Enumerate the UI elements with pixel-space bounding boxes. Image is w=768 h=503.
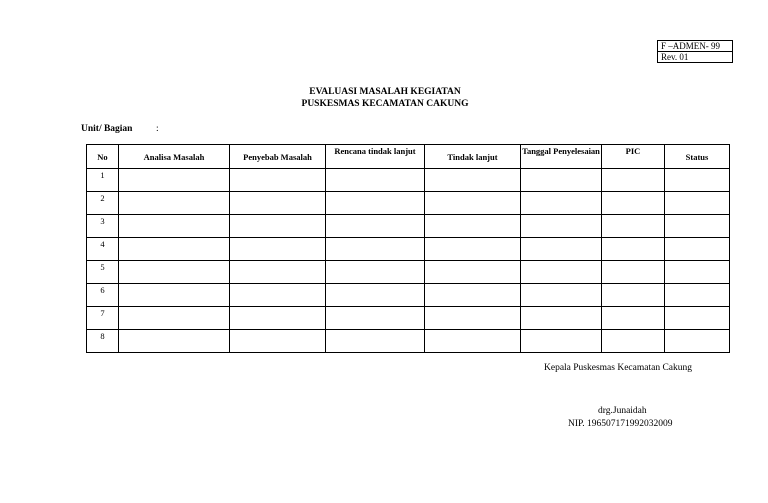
cell-tindak[interactable] (425, 261, 521, 284)
cell-tindak[interactable] (425, 307, 521, 330)
cell-status[interactable] (665, 330, 730, 353)
form-code-box (657, 40, 733, 63)
title-line-2: PUSKESMAS KECAMATAN CAKUNG (301, 99, 469, 109)
cell-rencana[interactable] (326, 330, 425, 353)
cell-tanggal[interactable] (521, 261, 602, 284)
cell-tanggal[interactable] (521, 215, 602, 238)
cell-tanggal[interactable] (521, 238, 602, 261)
header-rencana-tindak-lanjut: Rencana tindak lanjut (326, 145, 425, 169)
cell-status[interactable] (665, 215, 730, 238)
cell-status[interactable] (665, 238, 730, 261)
header-no: No (87, 145, 119, 169)
header-penyebab-masalah: Penyebab Masalah (230, 145, 326, 169)
cell-analisa[interactable] (119, 192, 230, 215)
row-number: 6 (87, 284, 119, 307)
form-code: F –ADMEN- 99 (661, 41, 721, 51)
cell-analisa[interactable] (119, 307, 230, 330)
document-title (240, 86, 530, 110)
cell-tanggal[interactable] (521, 284, 602, 307)
row-number: 5 (87, 261, 119, 284)
cell-status[interactable] (665, 192, 730, 215)
table-header-row (87, 145, 730, 169)
signature-title: Kepala Puskesmas Kecamatan Cakung (544, 363, 692, 373)
cell-penyebab[interactable] (230, 169, 326, 192)
table-row (87, 215, 730, 238)
cell-analisa[interactable] (119, 330, 230, 353)
cell-penyebab[interactable] (230, 215, 326, 238)
cell-penyebab[interactable] (230, 192, 326, 215)
cell-pic[interactable] (602, 192, 665, 215)
cell-pic[interactable] (602, 307, 665, 330)
header-tanggal-penyelesaian: Tanggal Penyelesaian (521, 145, 602, 169)
table-row (87, 192, 730, 215)
cell-pic[interactable] (602, 284, 665, 307)
cell-tanggal[interactable] (521, 307, 602, 330)
cell-analisa[interactable] (119, 215, 230, 238)
cell-rencana[interactable] (326, 261, 425, 284)
cell-pic[interactable] (602, 238, 665, 261)
cell-status[interactable] (665, 284, 730, 307)
unit-label: Unit/ Bagian (81, 124, 133, 134)
unit-colon: : (156, 124, 159, 134)
evaluation-table (86, 144, 730, 353)
cell-rencana[interactable] (326, 238, 425, 261)
cell-tanggal[interactable] (521, 169, 602, 192)
cell-tanggal[interactable] (521, 192, 602, 215)
cell-pic[interactable] (602, 169, 665, 192)
cell-pic[interactable] (602, 330, 665, 353)
cell-status[interactable] (665, 169, 730, 192)
cell-pic[interactable] (602, 215, 665, 238)
signature-nip: NIP. 196507171992032009 (568, 419, 673, 429)
cell-status[interactable] (665, 261, 730, 284)
cell-rencana[interactable] (326, 169, 425, 192)
unit-field (81, 124, 159, 134)
header-analisa-masalah: Analisa Masalah (119, 145, 230, 169)
table-row (87, 330, 730, 353)
cell-analisa[interactable] (119, 238, 230, 261)
header-status: Status (665, 145, 730, 169)
row-number: 3 (87, 215, 119, 238)
cell-analisa[interactable] (119, 169, 230, 192)
cell-tindak[interactable] (425, 192, 521, 215)
form-revision: Rev. 01 (658, 51, 732, 62)
signature-name: drg.Junaidah (598, 406, 647, 416)
cell-analisa[interactable] (119, 284, 230, 307)
cell-penyebab[interactable] (230, 261, 326, 284)
cell-tindak[interactable] (425, 238, 521, 261)
table-row (87, 307, 730, 330)
cell-rencana[interactable] (326, 192, 425, 215)
cell-rencana[interactable] (326, 215, 425, 238)
table-row (87, 284, 730, 307)
row-number: 1 (87, 169, 119, 192)
table-row (87, 261, 730, 284)
cell-penyebab[interactable] (230, 284, 326, 307)
row-number: 7 (87, 307, 119, 330)
title-line-1: EVALUASI MASALAH KEGIATAN (309, 87, 461, 97)
cell-tindak[interactable] (425, 330, 521, 353)
cell-pic[interactable] (602, 261, 665, 284)
cell-tanggal[interactable] (521, 330, 602, 353)
cell-status[interactable] (665, 307, 730, 330)
row-number: 2 (87, 192, 119, 215)
table-row (87, 169, 730, 192)
cell-rencana[interactable] (326, 284, 425, 307)
cell-penyebab[interactable] (230, 238, 326, 261)
cell-analisa[interactable] (119, 261, 230, 284)
table-row (87, 238, 730, 261)
cell-tindak[interactable] (425, 169, 521, 192)
cell-rencana[interactable] (326, 307, 425, 330)
cell-tindak[interactable] (425, 284, 521, 307)
cell-tindak[interactable] (425, 215, 521, 238)
cell-penyebab[interactable] (230, 330, 326, 353)
cell-penyebab[interactable] (230, 307, 326, 330)
row-number: 4 (87, 238, 119, 261)
header-pic: PIC (602, 145, 665, 169)
row-number: 8 (87, 330, 119, 353)
header-tindak-lanjut: Tindak lanjut (425, 145, 521, 169)
